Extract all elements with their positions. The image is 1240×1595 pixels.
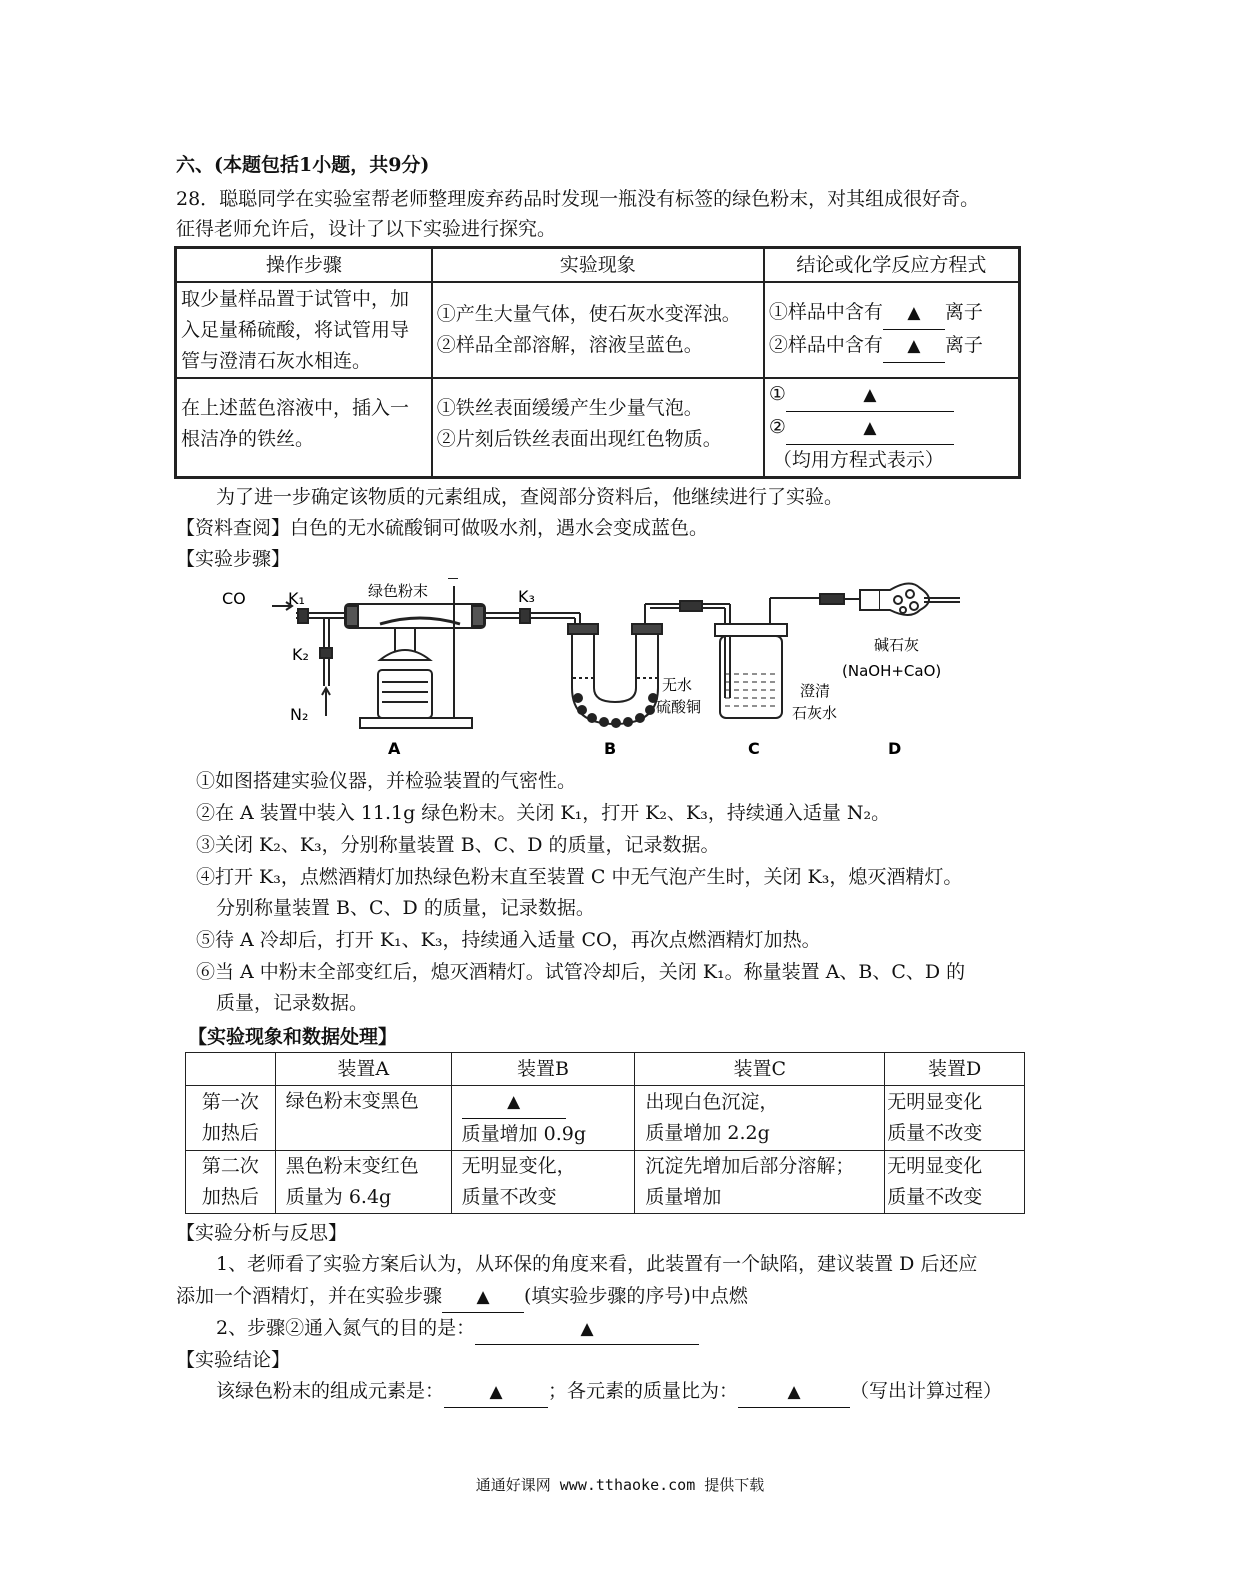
header-operation: 操作步骤: [176, 248, 432, 283]
data-table: [185, 1052, 1025, 1214]
table1-header-row: [176, 248, 1020, 283]
row2-phenomenon-line: ①铁丝表面缓缓产生少量气泡。: [436, 397, 703, 419]
label-anhydrous: 无水: [662, 676, 693, 694]
row1-conclusion-1: ①样品中含有 ▲ 离子: [769, 297, 1014, 330]
label-copper-sulfate: 硫酸铜: [656, 698, 702, 716]
label-c: C: [748, 739, 760, 758]
label-k1: K₁: [288, 589, 305, 608]
row2-operation-line: 在上述蓝色溶液中，插入一: [181, 397, 410, 419]
steps-title: 【实验步骤】: [176, 548, 291, 570]
answer-blank[interactable]: ▲: [786, 379, 954, 412]
answer-blank[interactable]: ▲: [786, 412, 954, 445]
experiment-table-1: [174, 246, 1021, 479]
label-limewater: 石灰水: [792, 704, 838, 722]
step-1: ①如图搭建实验仪器，并检验装置的气密性。: [196, 770, 577, 792]
section-title: 六、(本题包括1小题，共9分): [176, 154, 430, 176]
apparatus-diagram: [220, 578, 980, 760]
footer-watermark: 通通好课网 www.tthaoke.com 提供下载: [475, 1476, 765, 1494]
header-phenomenon: 实验现象: [432, 248, 764, 283]
answer-blank[interactable]: ▲: [883, 297, 945, 330]
label-soda-lime-formula: (NaOH+CaO): [842, 662, 942, 680]
answer-blank[interactable]: ▲: [462, 1086, 566, 1119]
answer-blank[interactable]: ▲: [442, 1281, 524, 1313]
row1-phenomenon-line: ①产生大量气体，使石灰水变浑浊。: [436, 303, 741, 325]
analysis-1-line2: 添加一个酒精灯，并在实验步骤 ▲ (填实验步骤的序号)中点燃: [176, 1281, 748, 1313]
table2-row-second-heating: 第二次 加热后 黑色粉末变红色 质量为 6.4g 无明显变化， 质量不改变 沉淀先增加后部分溶解； 质量增加 无明显变化 质量不改变: [186, 1151, 1025, 1214]
label-a: A: [388, 739, 401, 758]
analysis-1-line1: 1、老师看了实验方案后认为，从环保的角度来看，此装置有一个缺陷，建议装置 D 后还应: [216, 1253, 978, 1275]
row1-operation-line: 取少量样品置于试管中，加: [181, 287, 410, 310]
label-green-powder: 绿色粉末: [368, 582, 429, 600]
header-device-d: 装置D: [885, 1053, 1025, 1086]
label-soda-lime: 碱石灰: [874, 636, 920, 654]
step-4-cont: 分别称量装置 B、C、D 的质量，记录数据。: [216, 897, 595, 919]
header-device-a: 装置A: [275, 1053, 451, 1086]
row2-operation-line: 根洁净的铁丝。: [181, 428, 315, 450]
header-conclusion: 结论或化学反应方程式: [764, 248, 1020, 283]
question-text-line1: 28．聪聪同学在实验室帮老师整理废弃药品时发现一瓶没有标签的绿色粉末，对其组成很好奇。: [176, 188, 980, 210]
answer-blank[interactable]: ▲: [475, 1313, 699, 1345]
paragraph-further: 为了进一步确定该物质的元素组成，查阅部分资料后，他继续进行了实验。: [216, 486, 844, 508]
question-text-line2: 征得老师允许后，设计了以下实验进行探究。: [176, 218, 557, 240]
equation-note: （均用方程式表示）: [772, 449, 944, 471]
conclusion-line: 该绿色粉末的组成元素是： ▲ ；各元素的质量比为： ▲ （写出计算过程）: [216, 1376, 1002, 1408]
data-title: 【实验现象和数据处理】: [188, 1026, 398, 1048]
row2-phenomenon-line: ②片刻后铁丝表面出现红色物质。: [436, 428, 722, 450]
row1-operation-line: 入足量稀硫酸，将试管用导: [181, 318, 410, 341]
info-lookup: 【资料查阅】白色的无水硫酸铜可做吸水剂，遇水会变成蓝色。: [176, 517, 709, 539]
label-k2: K₂: [292, 645, 309, 664]
table1-row-2: 在上述蓝色溶液中，插入一 根洁净的铁丝。 ①铁丝表面缓缓产生少量气泡。 ②片刻后铁丝表面出现红色物质。 ① ▲ ② ▲ （均用方程式表示）: [176, 378, 1020, 478]
step-4: ④打开 K₃，点燃酒精灯加热绿色粉末直至装置 C 中无气泡产生时，关闭 K₃，熄灭酒精灯。: [196, 866, 963, 888]
analysis-title: 【实验分析与反思】: [176, 1222, 348, 1244]
answer-blank[interactable]: ▲: [444, 1376, 548, 1408]
conclusion-title: 【实验结论】: [176, 1349, 291, 1371]
answer-blank[interactable]: ▲: [738, 1376, 850, 1408]
step-3: ③关闭 K₂、K₃，分别称量装置 B、C、D 的质量，记录数据。: [196, 834, 720, 856]
row1-phenomenon-line: ②样品全部溶解，溶液呈蓝色。: [436, 334, 703, 356]
answer-blank[interactable]: ▲: [883, 330, 945, 363]
step-5: ⑤待 A 冷却后，打开 K₁、K₃，持续通入适量 CO，再次点燃酒精灯加热。: [196, 929, 821, 951]
step-2: ②在 A 装置中装入 11.1g 绿色粉末。关闭 K₁，打开 K₂、K₃，持续通入适量 N₂。: [196, 802, 891, 824]
analysis-2: 2、步骤②通入氮气的目的是： ▲: [216, 1313, 699, 1345]
table2-header-row: [186, 1053, 1025, 1086]
label-co: CO: [222, 589, 246, 608]
label-d: D: [888, 739, 902, 758]
step-6: ⑥当 A 中粉末全部变红后，熄灭酒精灯。试管冷却后，关闭 K₁。称量装置 A、B、C、D 的: [196, 961, 966, 983]
row1-operation-line: 管与澄清石灰水相连。: [181, 349, 372, 372]
label-n2: N₂: [290, 705, 309, 724]
label-clear: 澄清: [800, 682, 831, 700]
label-k3: K₃: [518, 587, 535, 606]
table2-row-first-heating: 第一次 加热后 绿色粉末变黑色 ▲ 质量增加 0.9g 出现白色沉淀， 质量增加 2.2g 无明显变化 质量不改变: [186, 1086, 1025, 1151]
table1-row-1: [176, 282, 1020, 378]
step-6-cont: 质量，记录数据。: [216, 992, 369, 1014]
header-device-b: 装置B: [451, 1053, 635, 1086]
row1-conclusion-2: ②样品中含有 ▲ 离子: [769, 330, 1014, 363]
label-b: B: [604, 739, 617, 758]
header-device-c: 装置C: [635, 1053, 885, 1086]
